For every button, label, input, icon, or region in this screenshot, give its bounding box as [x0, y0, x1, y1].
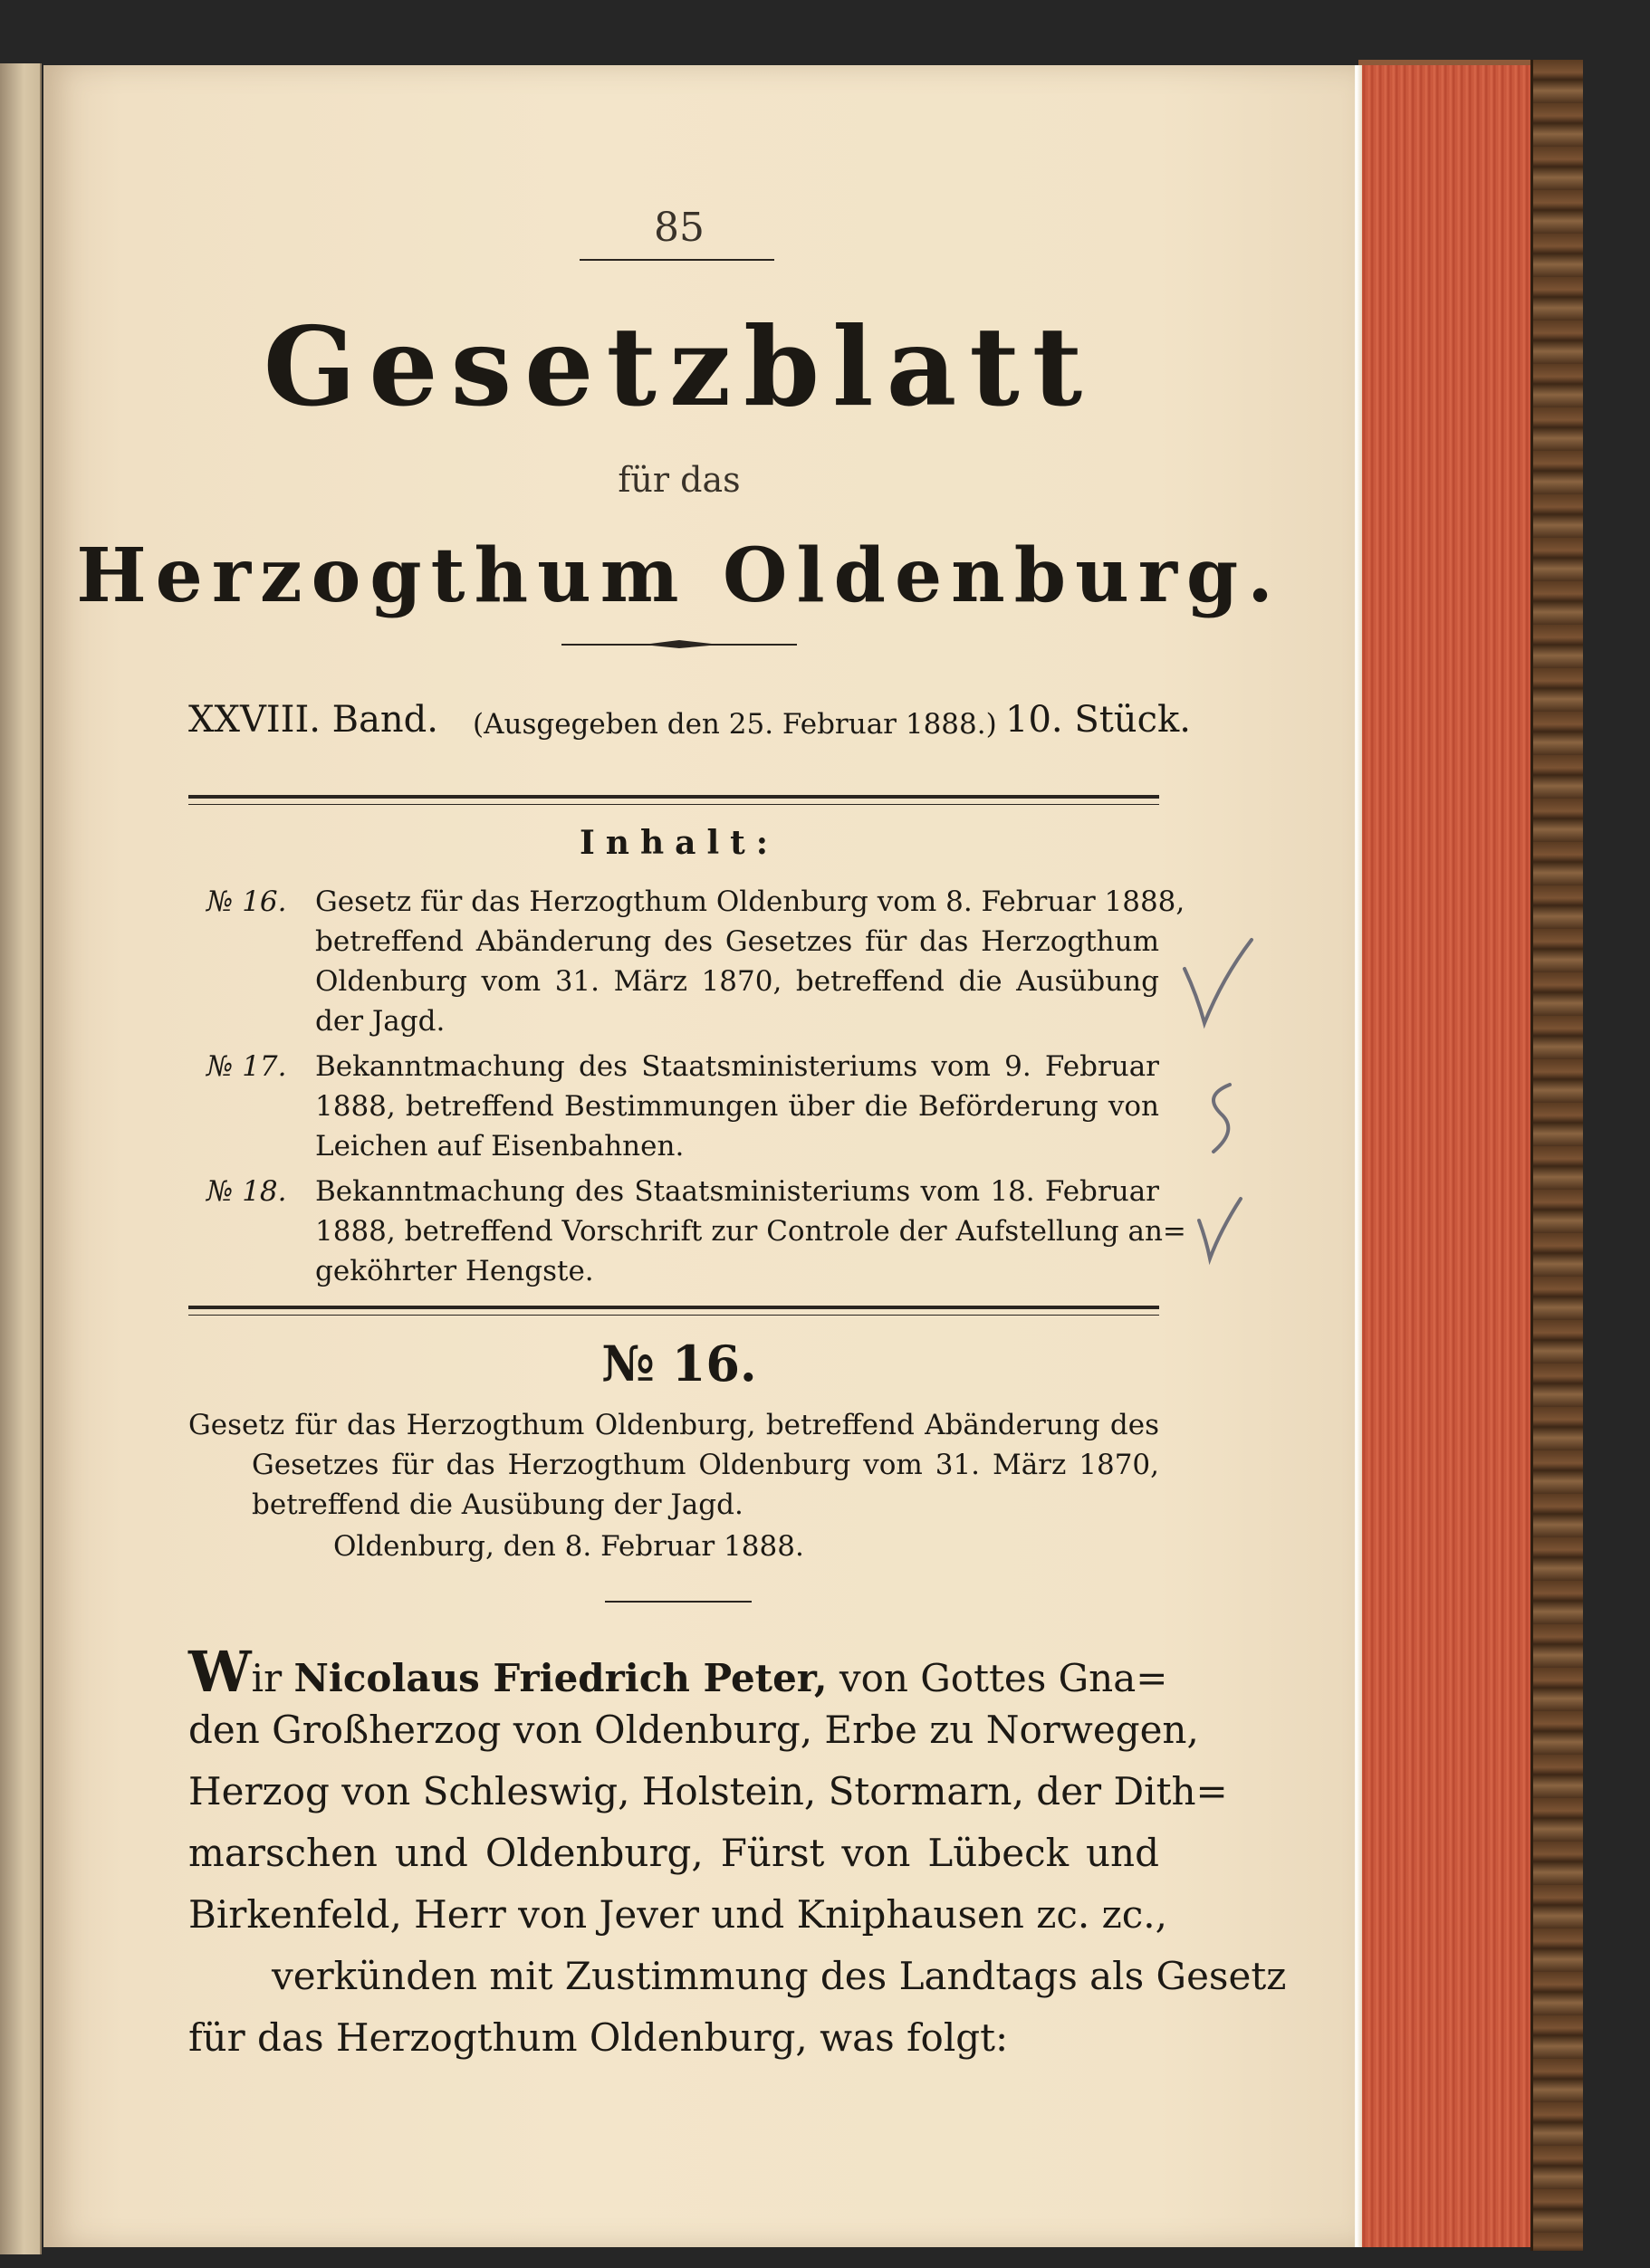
- law-number-heading: № 16.: [601, 1335, 757, 1392]
- law-heading-line: betreffend die Ausübung der Jagd.: [252, 1488, 743, 1521]
- body-line: verkünden mit Zustimmung des Landtags als Gesetz: [272, 1954, 1287, 1998]
- contents-top-rule: [188, 795, 1159, 799]
- contents-heading: Inhalt:: [579, 824, 780, 862]
- contents-entry-number: № 18.: [206, 1175, 287, 1208]
- law-heading-line: Gesetz für das Herzogthum Oldenburg, betreffend Abänderung des: [188, 1409, 1159, 1441]
- publication-title: Gesetzblatt: [263, 303, 1096, 431]
- title-connector: für das: [618, 460, 741, 500]
- pencil-checkmark-icon: [1194, 1193, 1248, 1266]
- body-line: für das Herzogthum Oldenburg, was folgt:: [188, 2015, 1009, 2060]
- page-number-rule: [580, 259, 774, 261]
- contents-top-rule-thin: [188, 804, 1159, 805]
- title-ornament-rule: [561, 636, 797, 654]
- contents-entry-line: Leichen auf Eisenbahnen.: [315, 1130, 685, 1163]
- body-fragment: ir: [251, 1656, 294, 1700]
- sovereign-name: Nicolaus Friedrich Peter,: [293, 1656, 828, 1700]
- issue-date: (Ausgegeben den 25. Februar 1888.): [473, 708, 997, 741]
- law-heading-line: Gesetzes für das Herzogthum Oldenburg vom 31. März 1870,: [252, 1449, 1159, 1481]
- body-line: marschen und Oldenburg, Fürst von Lübeck und: [188, 1831, 1159, 1875]
- contents-entry-line: Gesetz für das Herzogthum Oldenburg vom 8. Februar 1888,: [315, 885, 1185, 918]
- page-block-red-edge: [1358, 65, 1530, 2247]
- contents-bottom-rule-thin: [188, 1315, 1159, 1316]
- law-date-line: Oldenburg, den 8. Februar 1888.: [333, 1530, 804, 1563]
- book-cover-spine: [1530, 60, 1583, 2251]
- pencil-checkmark-icon: [1177, 933, 1259, 1032]
- page-number: 85: [654, 205, 705, 251]
- law-heading-rule: [605, 1601, 752, 1603]
- issue-number: 10. Stück.: [1005, 699, 1191, 741]
- contents-entry-line: Bekanntmachung des Staatsministeriums vom 18. Februar: [315, 1175, 1159, 1208]
- drop-cap: W: [188, 1639, 252, 1705]
- contents-entry-line: Bekanntmachung des Staatsministeriums vom 9. Februar: [315, 1050, 1159, 1083]
- publication-subtitle: Herzogthum Oldenburg.: [76, 532, 1282, 619]
- volume-label: XXVIII. Band.: [188, 699, 438, 741]
- body-line: Birkenfeld, Herr von Jever und Kniphausen zc. zc.,: [188, 1892, 1167, 1937]
- contents-entry-number: № 17.: [206, 1050, 287, 1083]
- contents-entry-line: geköhrter Hengste.: [315, 1255, 594, 1287]
- body-fragment: von Gottes Gna=: [827, 1656, 1168, 1700]
- contents-bottom-rule: [188, 1306, 1159, 1309]
- contents-entry-line: betreffend Abänderung des Gesetzes für das Herzogthum: [315, 925, 1159, 958]
- body-line-1: [188, 1639, 1168, 1705]
- body-line: den Großherzog von Oldenburg, Erbe zu Norwegen,: [188, 1708, 1199, 1752]
- contents-entry-line: Oldenburg vom 31. März 1870, betreffend die Ausübung: [315, 965, 1159, 998]
- contents-entry-number: № 16.: [206, 885, 287, 918]
- body-line: Herzog von Schleswig, Holstein, Stormarn, der Dith=: [188, 1769, 1228, 1813]
- contents-entry-line: 1888, betreffend Bestimmungen über die Beförderung von: [315, 1090, 1159, 1123]
- contents-entry-line: der Jagd.: [315, 1005, 446, 1038]
- contents-entry-line: 1888, betreffend Vorschrift zur Controle der Aufstellung an=: [315, 1215, 1186, 1248]
- pencil-s-mark-icon: [1194, 1077, 1248, 1159]
